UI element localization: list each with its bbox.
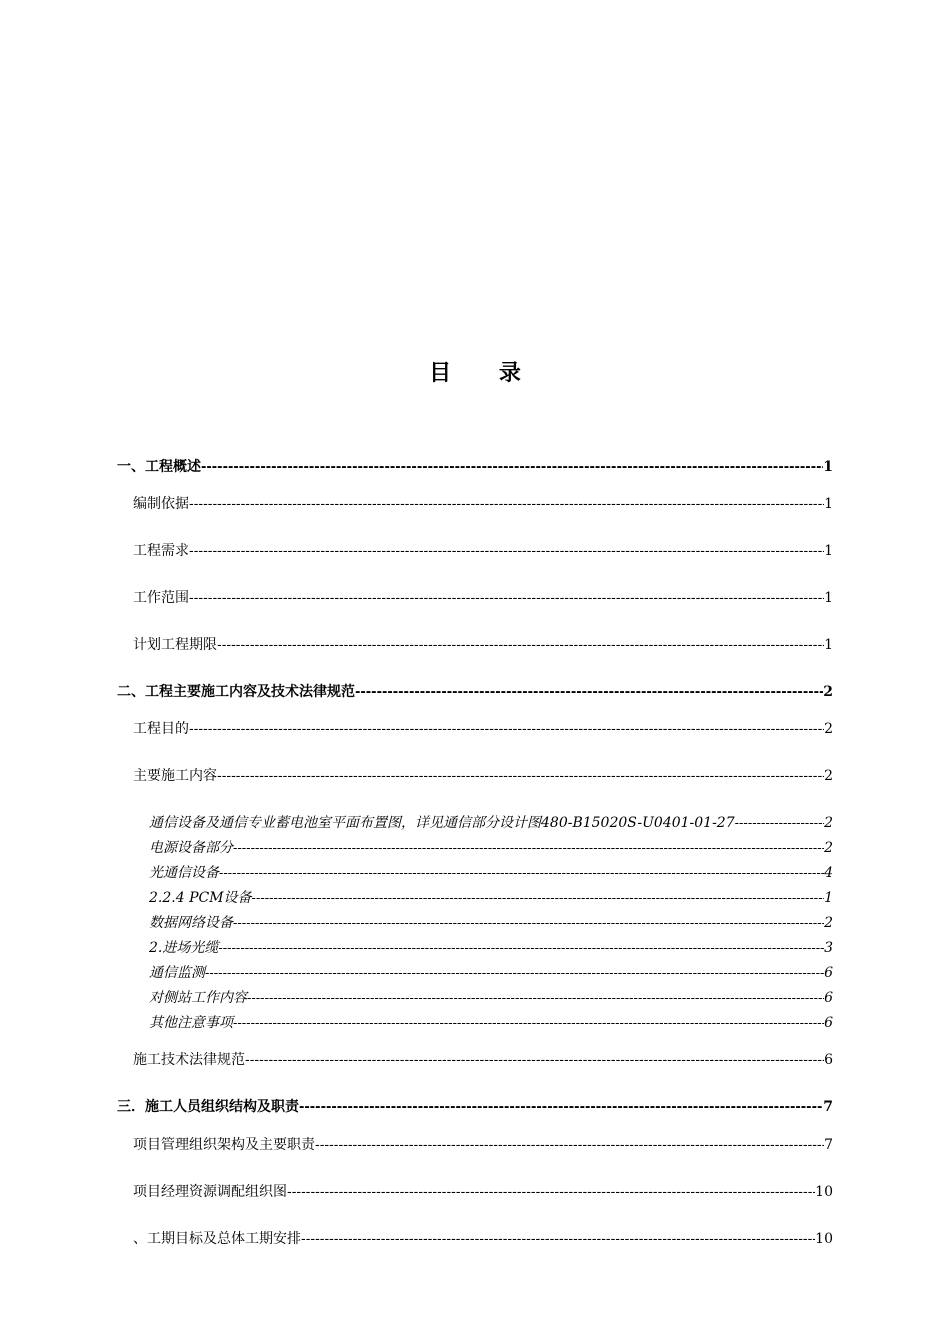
toc-page-number: 2 bbox=[824, 915, 833, 931]
toc-dot-leader bbox=[735, 813, 824, 835]
toc-entry-text: 施工技术法律规范 bbox=[133, 1052, 245, 1068]
toc-dot-leader bbox=[233, 1013, 824, 1035]
toc-entry-text: 通信监测 bbox=[149, 965, 205, 981]
page-title: 目 录 bbox=[429, 361, 541, 386]
toc-page-number: 1 bbox=[823, 459, 833, 475]
toc-entry-text: 数据网络设备 bbox=[149, 915, 233, 931]
toc-entry[interactable] bbox=[149, 862, 833, 884]
toc-page-number: 1 bbox=[824, 890, 833, 906]
toc-dot-leader bbox=[218, 938, 824, 960]
toc-entry-text: 主要施工内容 bbox=[133, 768, 217, 784]
toc-entry[interactable] bbox=[149, 1012, 833, 1034]
toc-entry[interactable] bbox=[149, 912, 833, 934]
toc-dot-leader bbox=[355, 682, 823, 704]
toc-entry-text: 通信设备及通信专业蓄电池室平面布置图，详见通信部分设计图480-B15020S-U0401-01-27 bbox=[149, 815, 735, 831]
toc-dot-leader bbox=[252, 888, 825, 910]
toc-dot-leader bbox=[189, 719, 824, 741]
toc-dot-leader bbox=[233, 913, 824, 935]
toc-dot-leader bbox=[189, 494, 824, 516]
toc-entry[interactable] bbox=[117, 681, 833, 703]
toc-page-number: 6 bbox=[824, 1052, 833, 1068]
toc-entry[interactable] bbox=[149, 812, 833, 834]
toc-entry[interactable] bbox=[133, 587, 833, 609]
toc-page-number: 7 bbox=[824, 1137, 833, 1153]
toc-page-number: 6 bbox=[824, 965, 833, 981]
toc-dot-leader bbox=[301, 1229, 815, 1251]
toc-page-number: 2 bbox=[824, 721, 833, 737]
toc-page-number: 10 bbox=[815, 1231, 833, 1247]
toc-dot-leader bbox=[299, 1097, 823, 1119]
toc-dot-leader bbox=[201, 457, 823, 479]
toc-entry[interactable] bbox=[133, 1134, 833, 1156]
toc-entry-text: 对侧站工作内容 bbox=[149, 990, 247, 1006]
toc-page-number: 6 bbox=[824, 990, 833, 1006]
toc-dot-leader bbox=[217, 635, 824, 657]
toc-dot-leader bbox=[189, 541, 824, 563]
toc-entry-text: 二、工程主要施工内容及技术法律规范 bbox=[117, 684, 355, 700]
toc-page-number: 6 bbox=[824, 1015, 833, 1031]
toc-entry-text: 2.进场光缆 bbox=[149, 940, 219, 956]
toc-page-number: 2 bbox=[824, 768, 833, 784]
toc-entry-text: 电源设备部分 bbox=[149, 840, 233, 856]
toc-dot-leader bbox=[219, 863, 824, 885]
toc-entry-text: 工作范围 bbox=[133, 590, 189, 606]
toc-entry-text: 其他注意事项 bbox=[149, 1015, 233, 1031]
toc-dot-leader bbox=[287, 1182, 815, 1204]
toc-entry-text: 一、工程概述 bbox=[117, 459, 201, 475]
toc-entry[interactable] bbox=[133, 634, 833, 656]
toc-entry-text: 计划工程期限 bbox=[133, 637, 217, 653]
toc-entry[interactable] bbox=[117, 1096, 833, 1118]
toc-entry[interactable] bbox=[149, 962, 833, 984]
toc-entry[interactable] bbox=[133, 1181, 833, 1203]
toc-entry[interactable] bbox=[149, 887, 833, 909]
toc-entry-text: 2.2.4 PCM设备 bbox=[149, 890, 252, 906]
toc-page-number: 1 bbox=[824, 637, 833, 653]
toc-entry-text: 项目经理资源调配组织图 bbox=[133, 1184, 287, 1200]
toc-dot-leader bbox=[315, 1135, 824, 1157]
toc-dot-leader bbox=[189, 588, 824, 610]
toc-entry-text: 编制依据 bbox=[133, 496, 189, 512]
toc-entry-text: 项目管理组织架构及主要职责 bbox=[133, 1137, 315, 1153]
toc-entry-text: 光通信设备 bbox=[149, 865, 219, 881]
toc-entry[interactable] bbox=[133, 540, 833, 562]
toc-dot-leader bbox=[233, 838, 824, 860]
toc-page-number: 2 bbox=[824, 840, 833, 856]
toc-entry[interactable] bbox=[133, 493, 833, 515]
toc-dot-leader bbox=[205, 963, 824, 985]
toc-entry[interactable] bbox=[117, 456, 833, 478]
toc-entry[interactable] bbox=[149, 837, 833, 859]
toc-entry-text: 工程目的 bbox=[133, 721, 189, 737]
toc-page-number: 2 bbox=[823, 684, 833, 700]
toc-page-number: 10 bbox=[815, 1184, 833, 1200]
toc-dot-leader bbox=[245, 1050, 824, 1072]
toc-entry[interactable] bbox=[133, 1228, 833, 1250]
toc-entry[interactable] bbox=[133, 1049, 833, 1071]
toc-entry-text: 工程需求 bbox=[133, 543, 189, 559]
toc-dot-leader bbox=[217, 766, 824, 788]
toc-page-number: 1 bbox=[824, 543, 833, 559]
toc-page-number: 3 bbox=[824, 940, 833, 956]
toc-dot-leader bbox=[247, 988, 824, 1010]
toc-page-number: 2 bbox=[824, 815, 833, 831]
toc-entry-text: 三．施工人员组织结构及职责 bbox=[117, 1099, 299, 1115]
toc-entry[interactable] bbox=[133, 718, 833, 740]
toc-page-number: 7 bbox=[823, 1099, 833, 1115]
toc-entry[interactable] bbox=[149, 987, 833, 1009]
toc-entry[interactable] bbox=[133, 765, 833, 787]
toc-entry-text: 、工期目标及总体工期安排 bbox=[133, 1231, 301, 1247]
toc-page-number: 4 bbox=[824, 865, 833, 881]
toc-page-number: 1 bbox=[824, 496, 833, 512]
toc-page-number: 1 bbox=[824, 590, 833, 606]
toc-entry[interactable] bbox=[149, 937, 833, 959]
